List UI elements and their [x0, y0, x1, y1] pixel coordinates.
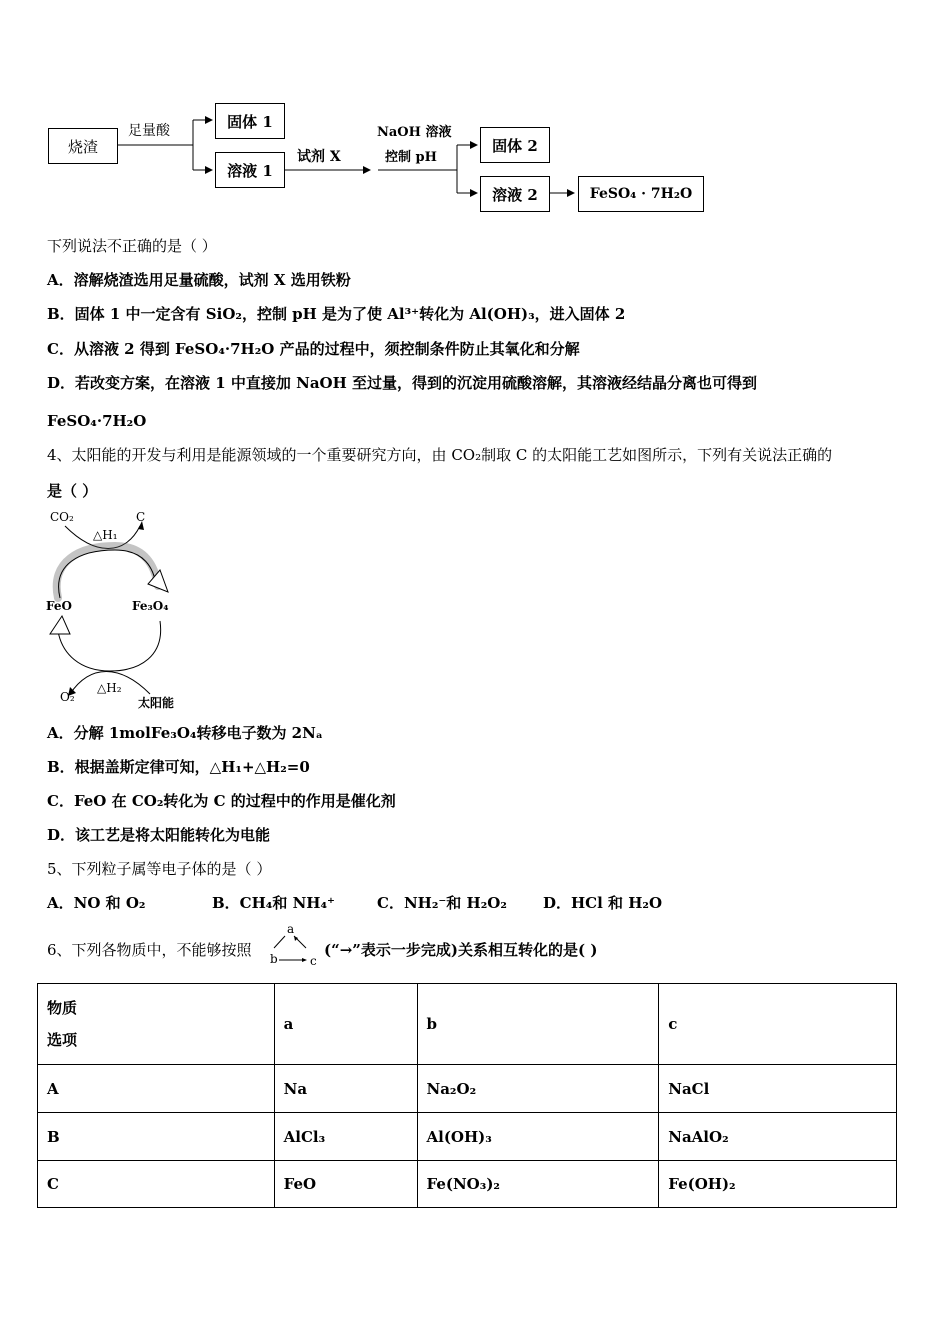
- flow-box-solution1: 溶液 1: [215, 152, 285, 188]
- diagram-label-dh1: △H₁: [93, 528, 118, 542]
- table-cell-option: C: [38, 1161, 275, 1208]
- table-cell-option: B: [38, 1113, 275, 1161]
- table-header-cell: [38, 984, 275, 1065]
- q3-option-d-line1: D．若改变方案，在溶液 1 中直接加 NaOH 至过量，得到的沉淀用硫酸溶解，其溶液经结晶分离也可得到: [47, 374, 758, 392]
- table-header-c: c: [659, 984, 897, 1065]
- q5-option-b: B．CH₄和 NH₄⁺: [212, 894, 335, 912]
- table-cell-a: Na: [274, 1065, 417, 1113]
- table-cell-c: NaCl: [659, 1065, 897, 1113]
- table-row: [38, 1161, 897, 1208]
- flow-label-reagent: 试剂 X: [297, 149, 341, 165]
- q6-stem-pre: 6、下列各物质中，不能够按照: [47, 941, 252, 959]
- q3-stem: 下列说法不正确的是（ ）: [47, 237, 217, 255]
- q4-stem-line1: 4、太阳能的开发与利用是能源领域的一个重要研究方向，由 CO₂制取 C 的太阳能工艺如图所示，下列有关说法正确的: [47, 446, 833, 464]
- table-cell-a: FeO: [274, 1161, 417, 1208]
- q5-stem: 5、下列粒子属等电子体的是（ ）: [47, 860, 272, 878]
- flow-diagram: [0, 90, 950, 220]
- q6-mini-a: a: [287, 922, 295, 936]
- q3-option-c: C．从溶液 2 得到 FeSO₄·7H₂O 产品的过程中，须控制条件防止其氧化和分解: [47, 340, 580, 358]
- q5-option-c: C．NH₂⁻和 H₂O₂: [377, 894, 507, 912]
- flow-box-solution2: 溶液 2: [480, 176, 550, 212]
- table-header-b: b: [417, 984, 659, 1065]
- q6-mini-diagram: [268, 922, 322, 968]
- solar-cycle-diagram: [40, 506, 200, 716]
- q6-options-table: [37, 983, 897, 1208]
- table-cell-c: Fe(OH)₂: [659, 1161, 897, 1208]
- q4-option-c: C．FeO 在 CO₂转化为 C 的过程中的作用是催化剂: [47, 792, 396, 810]
- diagram-label-co2: CO₂: [50, 510, 74, 524]
- table-header-row: [38, 984, 897, 1065]
- flow-label-acid: 足量酸: [128, 123, 170, 139]
- table-row: [38, 1113, 897, 1161]
- diagram-label-feo: FeO: [46, 599, 72, 613]
- diagram-label-o2: O₂: [60, 690, 75, 704]
- q4-option-a: A．分解 1molFe₃O₄转移电子数为 2Nₐ: [47, 724, 323, 742]
- flow-box-solid2: 固体 2: [480, 127, 550, 163]
- table-header-option: 选项: [47, 1031, 78, 1049]
- table-cell-b: Fe(NO₃)₂: [417, 1161, 659, 1208]
- q6-stem-post: (“→”表示一步完成)关系相互转化的是( ): [324, 941, 598, 959]
- table-row: [38, 1065, 897, 1113]
- q5-option-a: A．NO 和 O₂: [47, 894, 146, 912]
- q3-option-b: B．固体 1 中一定含有 SiO₂，控制 pH 是为了使 Al³⁺转化为 Al(OH)₃，进入固体 2: [47, 305, 626, 323]
- diagram-label-solar: 太阳能: [138, 696, 175, 710]
- flow-box-solid1: 固体 1: [215, 103, 285, 139]
- flow-box-product: FeSO₄ · 7H₂O: [578, 176, 704, 212]
- table-cell-option: A: [38, 1065, 275, 1113]
- table-cell-b: Na₂O₂: [417, 1065, 659, 1113]
- q6-mini-c: c: [310, 954, 317, 968]
- q4-stem-line2: 是（ ）: [47, 482, 98, 500]
- diagram-label-fe3o4: Fe₃O₄: [132, 599, 169, 613]
- table-header-substance: 物质: [47, 999, 78, 1017]
- table-cell-b: Al(OH)₃: [417, 1113, 659, 1161]
- table-header-a: a: [274, 984, 417, 1065]
- flow-label-naoh: NaOH 溶液: [377, 125, 452, 140]
- q4-option-b: B．根据盖斯定律可知，△H₁+△H₂=0: [47, 758, 310, 776]
- flow-connectors: [0, 90, 950, 220]
- q6-mini-b: b: [270, 952, 278, 966]
- diagram-label-dh2: △H₂: [97, 681, 122, 695]
- q4-option-d: D．该工艺是将太阳能转化为电能: [47, 826, 271, 844]
- table-cell-a: AlCl₃: [274, 1113, 417, 1161]
- flow-label-ph: 控制 pH: [385, 150, 437, 165]
- diagram-label-c: C: [136, 510, 146, 524]
- q3-option-d-line2: FeSO₄·7H₂O: [47, 412, 147, 430]
- flow-box-start: 烧渣: [48, 128, 118, 164]
- q5-option-d: D．HCl 和 H₂O: [543, 894, 663, 912]
- q3-option-a: A．溶解烧渣选用足量硫酸，试剂 X 选用铁粉: [47, 271, 351, 289]
- table-cell-c: NaAlO₂: [659, 1113, 897, 1161]
